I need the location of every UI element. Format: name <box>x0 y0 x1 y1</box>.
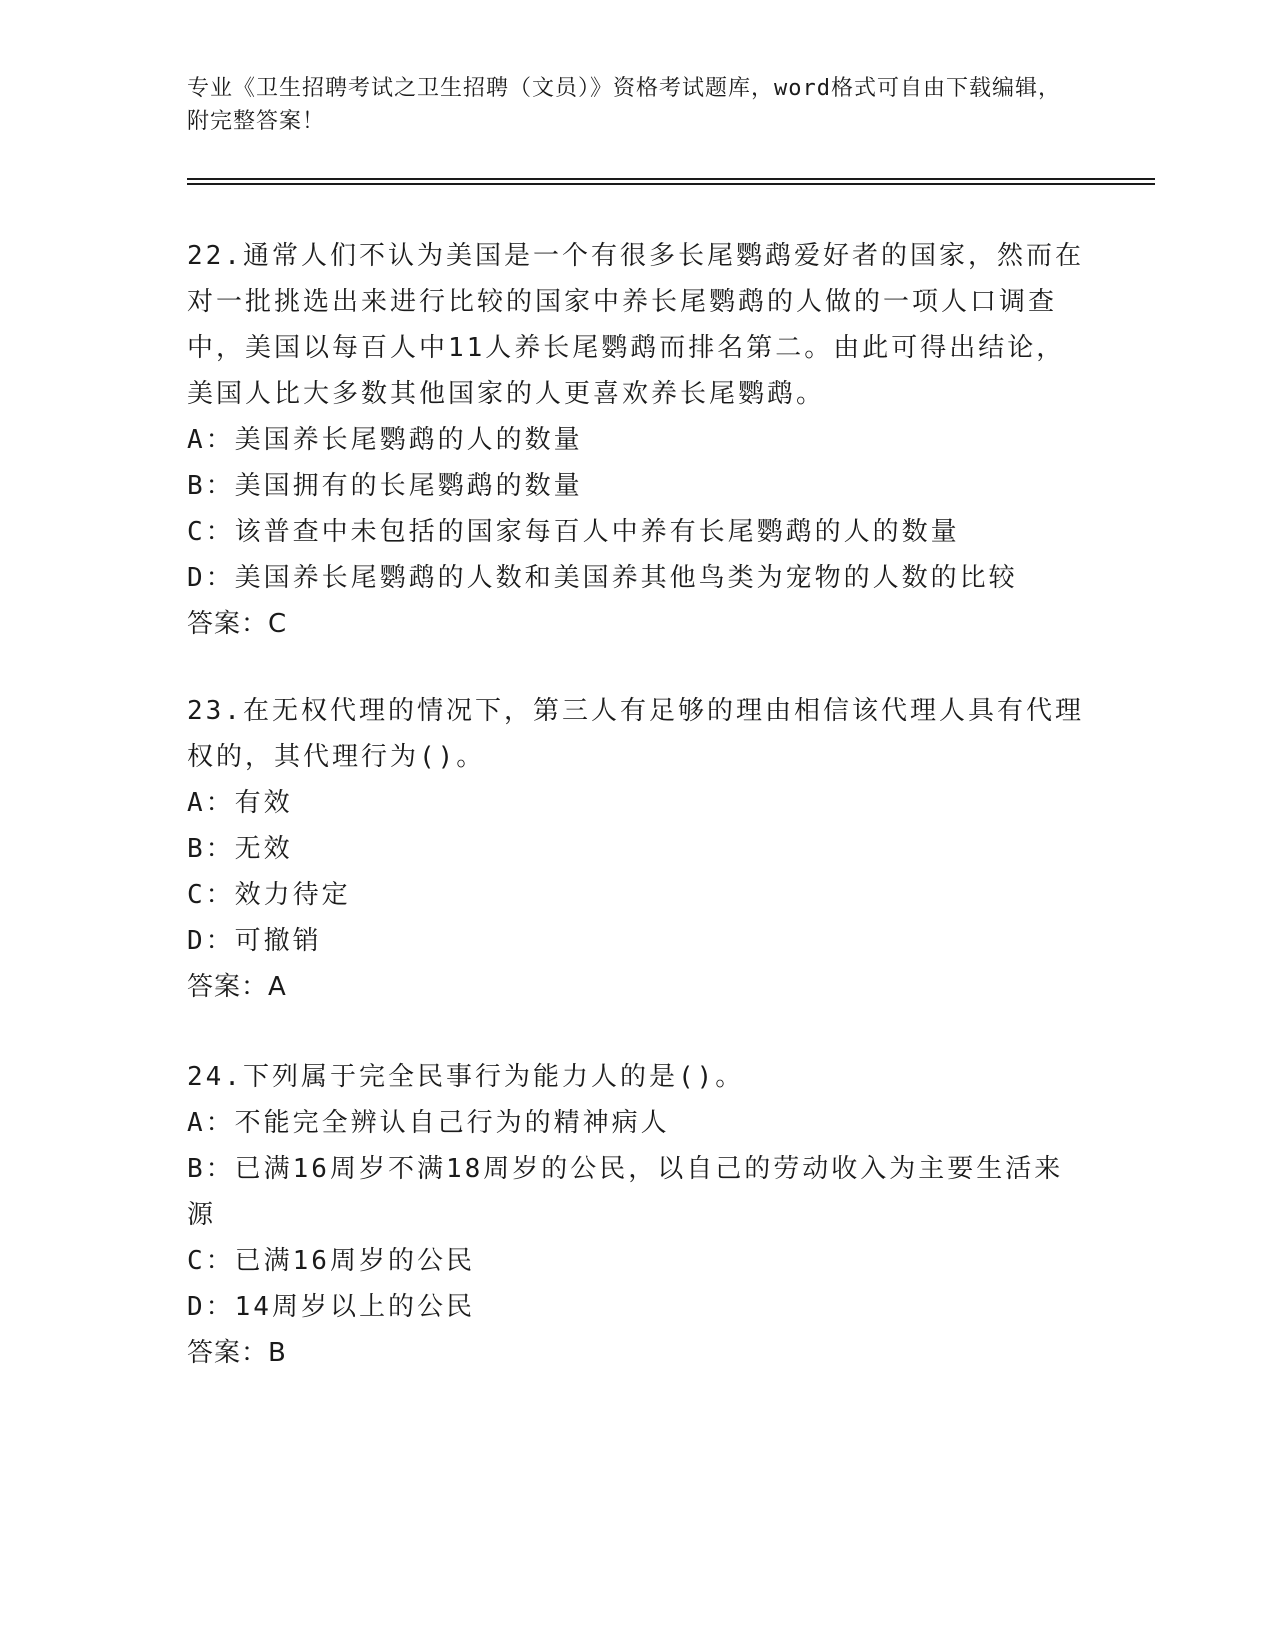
option-a: A：美国养长尾鹦鹉的人的数量 <box>187 425 583 455</box>
option-d: D：美国养长尾鹦鹉的人数和美国养其他鸟类为宠物的人数的比较 <box>187 563 1018 593</box>
header-divider-bottom <box>187 183 1155 185</box>
option-c: C：已满16周岁的公民 <box>187 1246 475 1276</box>
option-c: C：该普查中未包括的国家每百人中养有长尾鹦鹉的人的数量 <box>187 517 960 547</box>
question-23 <box>187 688 1087 1010</box>
question-22 <box>187 233 1087 647</box>
answer-label: 答案：C <box>187 609 288 639</box>
option-a: A：有效 <box>187 788 293 818</box>
option-b: B：已满16周岁不满18周岁的公民，以自己的劳动收入为主要生活来源 <box>187 1154 1064 1230</box>
question-stem: 24.下列属于完全民事行为能力人的是()。 <box>187 1062 745 1092</box>
answer-label: 答案：B <box>187 1338 287 1368</box>
question-stem: 23.在无权代理的情况下，第三人有足够的理由相信该代理人具有代理权的，其代理行为()。 <box>187 696 1084 772</box>
option-d: D：14周岁以上的公民 <box>187 1292 475 1322</box>
header-divider-top <box>187 178 1155 180</box>
answer-label: 答案：A <box>187 972 287 1002</box>
document-header <box>187 72 1067 138</box>
option-d: D：可撤销 <box>187 926 322 956</box>
option-c: C：效力待定 <box>187 880 351 910</box>
option-b: B：美国拥有的长尾鹦鹉的数量 <box>187 471 583 501</box>
header-text: 专业《卫生招聘考试之卫生招聘（文员）》资格考试题库，word格式可自由下载编辑，附完整答案！ <box>187 76 1061 134</box>
question-stem: 22.通常人们不认为美国是一个有很多长尾鹦鹉爱好者的国家，然而在对一批挑选出来进行比较的国家中养长尾鹦鹉的人做的一项人口调查中，美国以每百人中11人养长尾鹦鹉而排名第二。由此可得出结论，美国人比大多数其他国家的人更喜欢养长尾鹦鹉。 <box>187 241 1084 409</box>
question-24 <box>187 1054 1087 1376</box>
option-b: B：无效 <box>187 834 293 864</box>
option-a: A：不能完全辨认自己行为的精神病人 <box>187 1108 670 1138</box>
